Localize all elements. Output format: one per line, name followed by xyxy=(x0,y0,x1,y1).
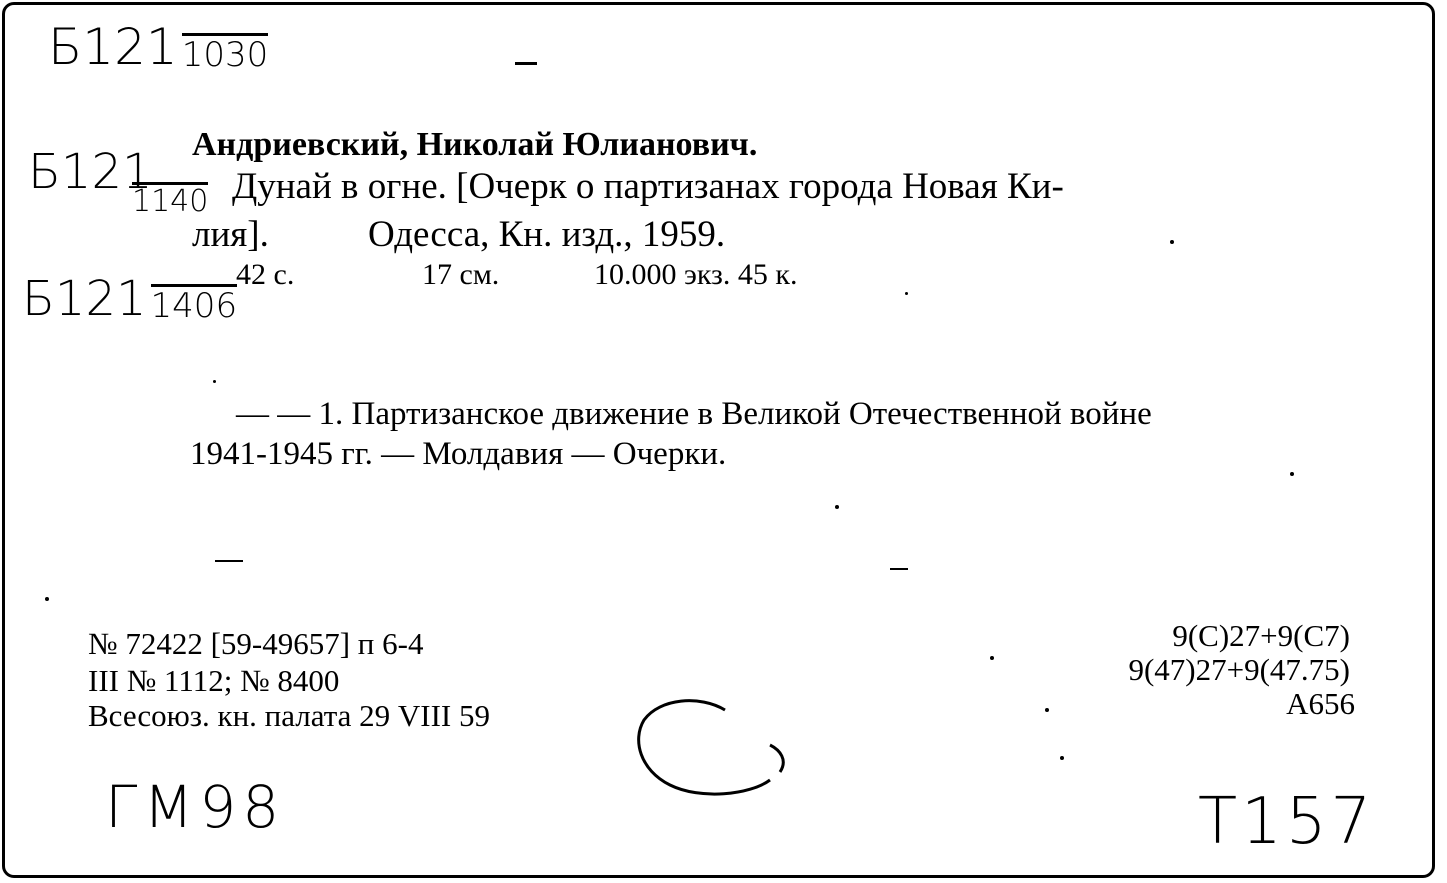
subject-line-2: 1941-1945 гг. — Молдавия — Очерки. xyxy=(190,436,727,472)
speck xyxy=(1290,472,1294,476)
speck xyxy=(990,656,994,660)
title-line-1: Дунай в огне. [Очерк о партизанах города Новая Ки- xyxy=(232,166,1064,207)
speck xyxy=(1045,708,1049,712)
imprint: Одесса, Кн. изд., 1959. xyxy=(368,214,726,255)
registry-line-1: № 72422 [59-49657] п 6-4 xyxy=(88,626,424,661)
dimensions: 17 см. xyxy=(422,258,500,291)
shelf-mark-1 xyxy=(48,18,269,76)
speck xyxy=(905,292,908,295)
speck xyxy=(1060,756,1064,760)
handwritten-mark-left: ГМ98 xyxy=(105,773,286,841)
classification-line-3: А656 xyxy=(1286,686,1355,721)
speck-dash xyxy=(890,568,908,570)
subject-line-1: — — 1. Партизанское движение в Великой Отечественной войне xyxy=(236,396,1152,432)
speck xyxy=(1170,240,1174,244)
handwritten-mark-right: Т157 xyxy=(1198,785,1376,859)
speck xyxy=(45,597,49,601)
print-run-price: 10.000 экз. 45 к. xyxy=(594,258,798,291)
shelf-mark-2-number: 1140 xyxy=(132,184,209,219)
shelf-mark-2-code: Б121 xyxy=(28,144,153,200)
speck xyxy=(835,505,839,509)
registry-line-2: III № 1112; № 8400 xyxy=(88,663,340,698)
author-heading: Андриевский, Николай Юлианович. xyxy=(192,126,758,163)
shelf-mark-3 xyxy=(22,271,238,327)
shelf-mark-2-number-box xyxy=(132,182,208,217)
title-line-2: лия]. xyxy=(192,214,269,255)
shelf-mark-1-number: 1030 xyxy=(181,35,269,75)
classification-line-2: 9(47)27+9(47.75) xyxy=(1128,652,1350,687)
speck xyxy=(213,380,216,383)
registry-line-3: Всесоюз. кн. палата 29 VIII 59 xyxy=(88,698,491,733)
shelf-mark-1-code: Б121 xyxy=(48,18,178,76)
stamp-outline xyxy=(630,690,800,810)
dash-mark xyxy=(515,62,537,65)
shelf-mark-3-number: 1406 xyxy=(150,286,238,326)
pagination: 42 с. xyxy=(236,258,295,291)
speck-dash xyxy=(215,560,243,562)
classification-line-1: 9(С)27+9(С7) xyxy=(1172,618,1350,653)
shelf-mark-3-code: Б121 xyxy=(22,271,147,327)
